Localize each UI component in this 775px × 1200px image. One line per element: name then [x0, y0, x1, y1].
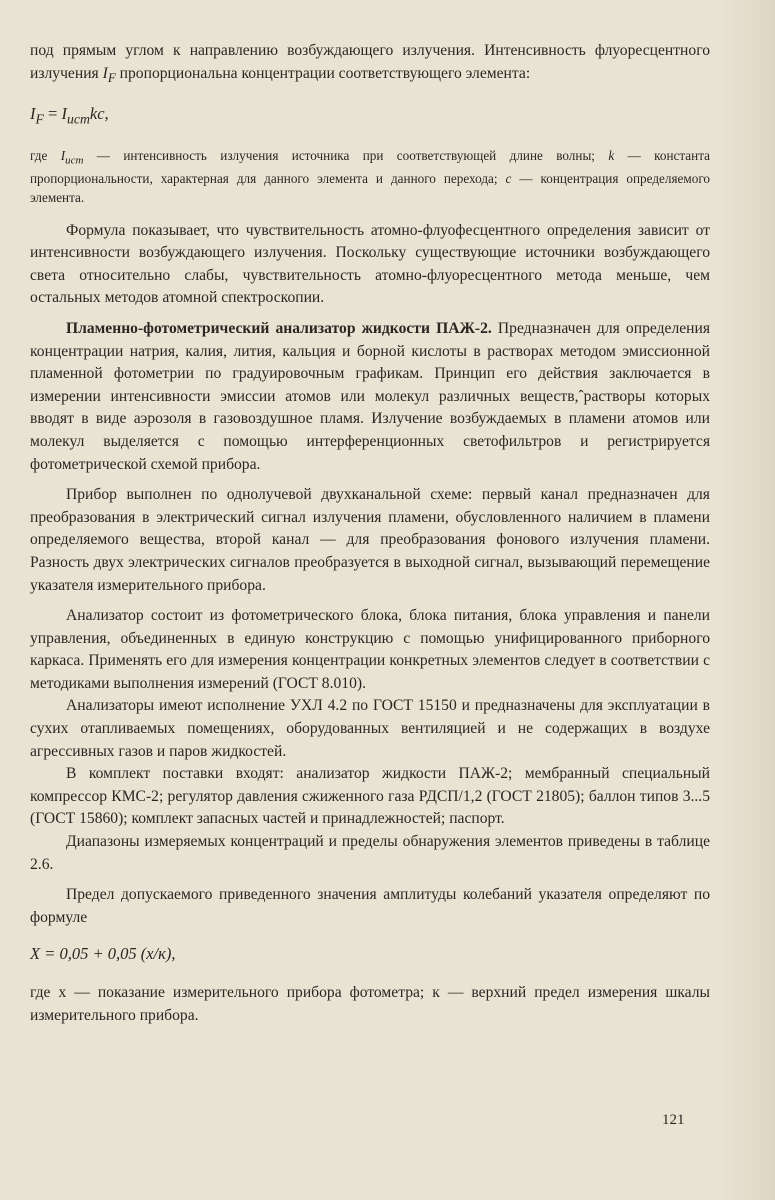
paragraph-device: Прибор выполнен по однолучевой двухканальной схеме: первый канал предназначен для преобразования в электрический сигнал излучения пламени, обусловленного наличием в пламени определяемого вещества, второй канал — для преобразования фонового излучения пламени. Разность двух электрических сигналов преобразуется в выходной сигнал, вызывающий перемещение указателя измерительного прибора. — [30, 486, 710, 594]
intensity-var: $I_F$ — [102, 64, 116, 85]
paragraph-analyzer: Анализатор состоит из фотометрического блока, блока питания, блока управления и панели управления, объединенных в единую конструкцию с помощью унифицированного приборного каркаса. Применять его для измерения концентрации конкретных элементов следует в соответствии с методиками выполнения измерений (ГОСТ 8.010). — [30, 607, 710, 692]
formula-explanation: где $I_{ист}$ — интенсивность излучения источника при соответствующей длине волны; k — константа пропорциональности, характерная для данного элемента и данного перехода; c — концентрация определяемого элемента. — [30, 148, 710, 206]
paragraph-kit: В комплект поставки входят: анализатор жидкости ПАЖ-2; мембранный специальный компрессор КМС-2; регулятор давления сжиженного газа РДСП/1,2 (ГОСТ 21805); баллон типов 3...5 (ГОСТ 15860); комплект запасных частей и принадлежностей; паспорт. — [30, 765, 710, 828]
paragraph-intro: под прямым углом к направлению возбуждающего излучения. Интенсивность флуоресцентного излучения $I_F$ пропорциональна концентрации соответствующего элемента: — [30, 42, 710, 85]
page-edge-shadow — [715, 0, 775, 1200]
formula-amplitude-explanation: где x — показание измерительного прибора фотометра; к — верхний предел измерения шкалы измерительного прибора. — [30, 984, 710, 1024]
paragraph-limit: Предел допускаемого приведенного значения амплитуды колебаний указателя определяют по формуле — [30, 886, 710, 926]
paragraph-ranges: Диапазоны измеряемых концентраций и пределы обнаружения элементов приведены в таблице 2.6. — [30, 833, 710, 873]
section-heading-paz2: Пламенно-фотометрический анализатор жидкости ПАЖ-2. — [66, 319, 492, 337]
paragraph-versions: Анализаторы имеют исполнение УХЛ 4.2 по ГОСТ 15150 и предназначены для эксплуатации в сухих отапливаемых помещениях, оборудованных вентиляцией и не содержащих в воздухе агрессивных газов и паров жидкостей. — [30, 697, 710, 760]
formula-amplitude: X = 0,05 + 0,05 (x/к), — [30, 944, 176, 964]
page-number: 121 — [662, 1112, 685, 1128]
paragraph-paz2: Пламенно-фотометрический анализатор жидкости ПАЖ-2. Предназначен для определения концентрации натрия, калия, лития, кальция и борной кислоты в растворах методом эмиссионной пламенной фотометрии по градуировочным графикам. Принцип его действия заключается в измерении интенсивности эмиссии атомов или молекул различных веществ,ˆрастворы которых вводят в виде аэрозоля в газовоздушное пламя. Излучение возбуждаемых в пламени атомов или молекул выделяется с помощью интерференционных светофильтров и регистрируется фотометрической схемой прибора. — [30, 319, 711, 473]
page-text — [30, 40, 710, 1027]
paragraph-sensitivity: Формула показывает, что чувствительность атомно-флуофесцентного определения зависит от интенсивности возбуждающего излучения. Поскольку существующие источники возбуждающего света относительно слабы, чувствительность атомно-флуоресцентного метода меньше, чем остальных методов атомной спектроскопии. — [30, 221, 710, 307]
formula-fluorescence: $I_F = I_{ист}kc$, — [30, 104, 109, 127]
